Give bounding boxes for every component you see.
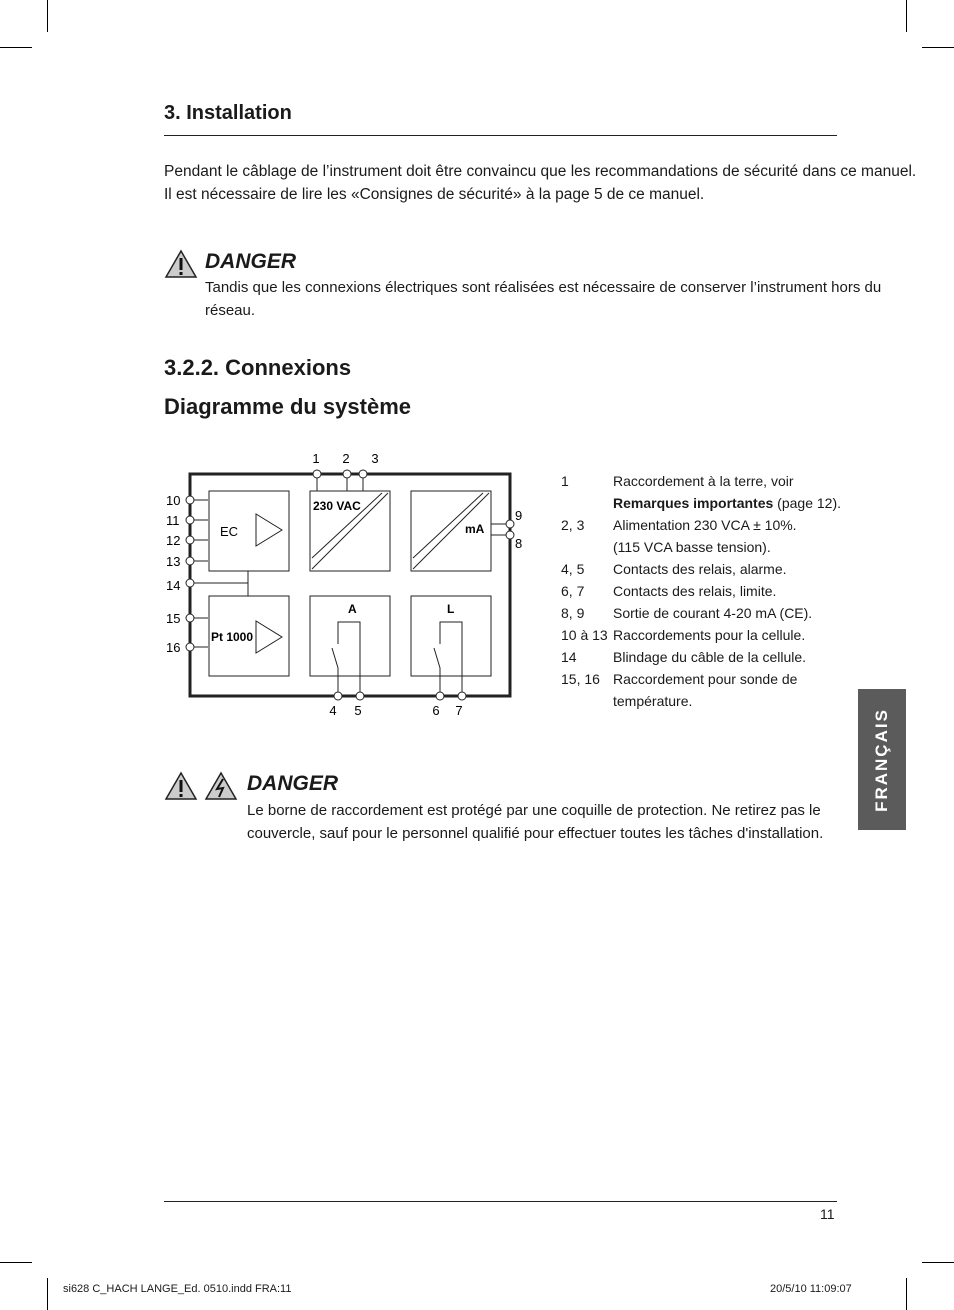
terminal-10-label: 10	[166, 493, 181, 508]
legend-description	[613, 470, 841, 514]
legend-line: Raccordements pour la cellule.	[613, 627, 806, 643]
terminal-13-dot	[186, 557, 194, 565]
terminal-2-label: 2	[342, 451, 350, 466]
crop-mark	[0, 1262, 32, 1263]
terminal-3-label: 3	[371, 451, 379, 466]
footer-rule	[164, 1201, 837, 1202]
legend-number: 4, 5	[561, 561, 585, 577]
terminal-2-dot	[343, 470, 351, 478]
terminal-16-dot	[186, 643, 194, 651]
legend-number: 6, 7	[561, 583, 585, 599]
legend-description	[613, 624, 841, 646]
language-tab	[858, 689, 906, 830]
legend-line: Contacts des relais, limite.	[613, 583, 777, 599]
legend-line: Sortie de courant 4-20 mA (CE).	[613, 605, 813, 621]
legend-description	[613, 514, 841, 558]
terminal-3-dot	[359, 470, 367, 478]
legend-row	[561, 624, 841, 646]
terminal-7-label: 7	[455, 703, 463, 718]
terminal-11-dot	[186, 516, 194, 524]
terminal-16-label: 16	[166, 640, 181, 655]
crop-mark	[0, 47, 32, 48]
crop-mark	[922, 47, 954, 48]
legend-row	[561, 558, 841, 580]
legend-description	[613, 580, 841, 602]
danger-title: DANGER	[247, 772, 339, 795]
terminal-7-dot	[458, 692, 466, 700]
terminal-15-label: 15	[166, 611, 181, 626]
danger-text-line-1: Le borne de raccordement est protégé par une coquille de protection. Ne retirez pas le	[247, 802, 821, 819]
electrical-hazard-icon	[204, 771, 238, 801]
terminal-9-dot	[506, 520, 514, 528]
terminal-legend	[561, 470, 841, 712]
crop-mark	[906, 0, 907, 32]
legend-line: température.	[613, 693, 693, 709]
legend-number: 15, 16	[561, 671, 600, 687]
system-diagram	[160, 448, 540, 723]
legend-line: Alimentation 230 VCA ± 10%.	[613, 517, 797, 533]
ec-label: EC	[220, 524, 239, 539]
legend-row	[561, 514, 841, 558]
limit-relay-label: L	[447, 602, 455, 616]
terminal-10-dot	[186, 496, 194, 504]
legend-line: Raccordement à la terre, voir	[613, 473, 794, 489]
terminal-6-label: 6	[432, 703, 440, 718]
legend-line: Contacts des relais, alarme.	[613, 561, 787, 577]
pt1000-label: Pt 1000	[211, 630, 254, 644]
terminal-5-dot	[356, 692, 364, 700]
intro-line-2: Il est nécessaire de lire les «Consignes de sécurité» à la page 5 de ce manuel.	[164, 186, 705, 203]
language-tab-label: FRANÇAIS	[872, 707, 891, 812]
legend-line: Blindage du câble de la cellule.	[613, 649, 807, 665]
legend-row	[561, 646, 841, 668]
legend-number: 14	[561, 649, 577, 665]
legend-number: 8, 9	[561, 605, 585, 621]
terminal-9-label: 9	[515, 508, 523, 523]
legend-description	[613, 602, 841, 624]
legend-number: 2, 3	[561, 517, 585, 533]
file-slug: si628 C_HACH LANGE_Ed. 0510.indd FRA:11	[63, 1283, 292, 1295]
legend-row	[561, 470, 841, 514]
crop-mark	[47, 1278, 48, 1310]
current-output-label: mA	[465, 522, 485, 536]
legend-description	[613, 646, 841, 668]
page-number: 11	[820, 1206, 835, 1222]
warning-triangle-icon	[164, 771, 198, 801]
intro-line-1: Pendant le câblage de l’instrument doit être convaincu que les recommandations de sécurité dans ce manuel.	[164, 163, 917, 180]
terminal-4-label: 4	[329, 703, 337, 718]
crop-mark	[922, 1262, 954, 1263]
terminal-13-label: 13	[166, 554, 181, 569]
legend-row	[561, 668, 841, 712]
print-timestamp: 20/5/10 11:09:07	[770, 1283, 852, 1295]
legend-row	[561, 580, 841, 602]
terminal-8-label: 8	[515, 536, 523, 551]
crop-mark	[906, 1278, 907, 1310]
danger-text-line-2: réseau.	[205, 302, 256, 319]
legend-line: Raccordement pour sonde de	[613, 671, 798, 687]
terminal-8-dot	[506, 531, 514, 539]
legend-row	[561, 602, 841, 624]
terminal-1-label: 1	[312, 451, 320, 466]
power-supply-label: 230 VAC	[313, 499, 361, 513]
diagram-subtitle: Diagramme du système	[164, 394, 411, 419]
legend-description	[613, 558, 841, 580]
terminal-12-dot	[186, 536, 194, 544]
warning-triangle-icon	[164, 249, 198, 279]
terminal-14-dot	[186, 579, 194, 587]
connexions-title: 3.2.2. Connexions	[164, 355, 352, 380]
danger-text-line-1: Tandis que les connexions électriques sont réalisées est nécessaire de conserver l’instrument hors du	[205, 279, 882, 296]
section-title: 3. Installation	[164, 102, 292, 124]
terminal-12-label: 12	[166, 533, 181, 548]
legend-reference: Remarques importantes	[613, 495, 774, 511]
legend-line: (115 VCA basse tension).	[613, 539, 771, 555]
legend-description	[613, 668, 841, 712]
crop-mark	[47, 0, 48, 32]
heading-rule	[164, 135, 837, 136]
legend-number: 1	[561, 473, 569, 489]
terminal-1-dot	[313, 470, 321, 478]
danger-text-line-2: couvercle, sauf pour le personnel qualifié pour effectuer toutes les tâches d'installation.	[247, 825, 824, 842]
terminal-14-label: 14	[166, 578, 181, 593]
legend-page-ref: (page 12).	[773, 495, 841, 511]
danger-title: DANGER	[205, 250, 297, 273]
terminal-4-dot	[334, 692, 342, 700]
alarm-relay-label: A	[348, 602, 357, 616]
terminal-6-dot	[436, 692, 444, 700]
legend-line	[613, 492, 841, 514]
legend-number: 10 à 13	[561, 627, 608, 643]
terminal-5-label: 5	[354, 703, 362, 718]
terminal-15-dot	[186, 614, 194, 622]
terminal-11-label: 11	[166, 513, 180, 528]
